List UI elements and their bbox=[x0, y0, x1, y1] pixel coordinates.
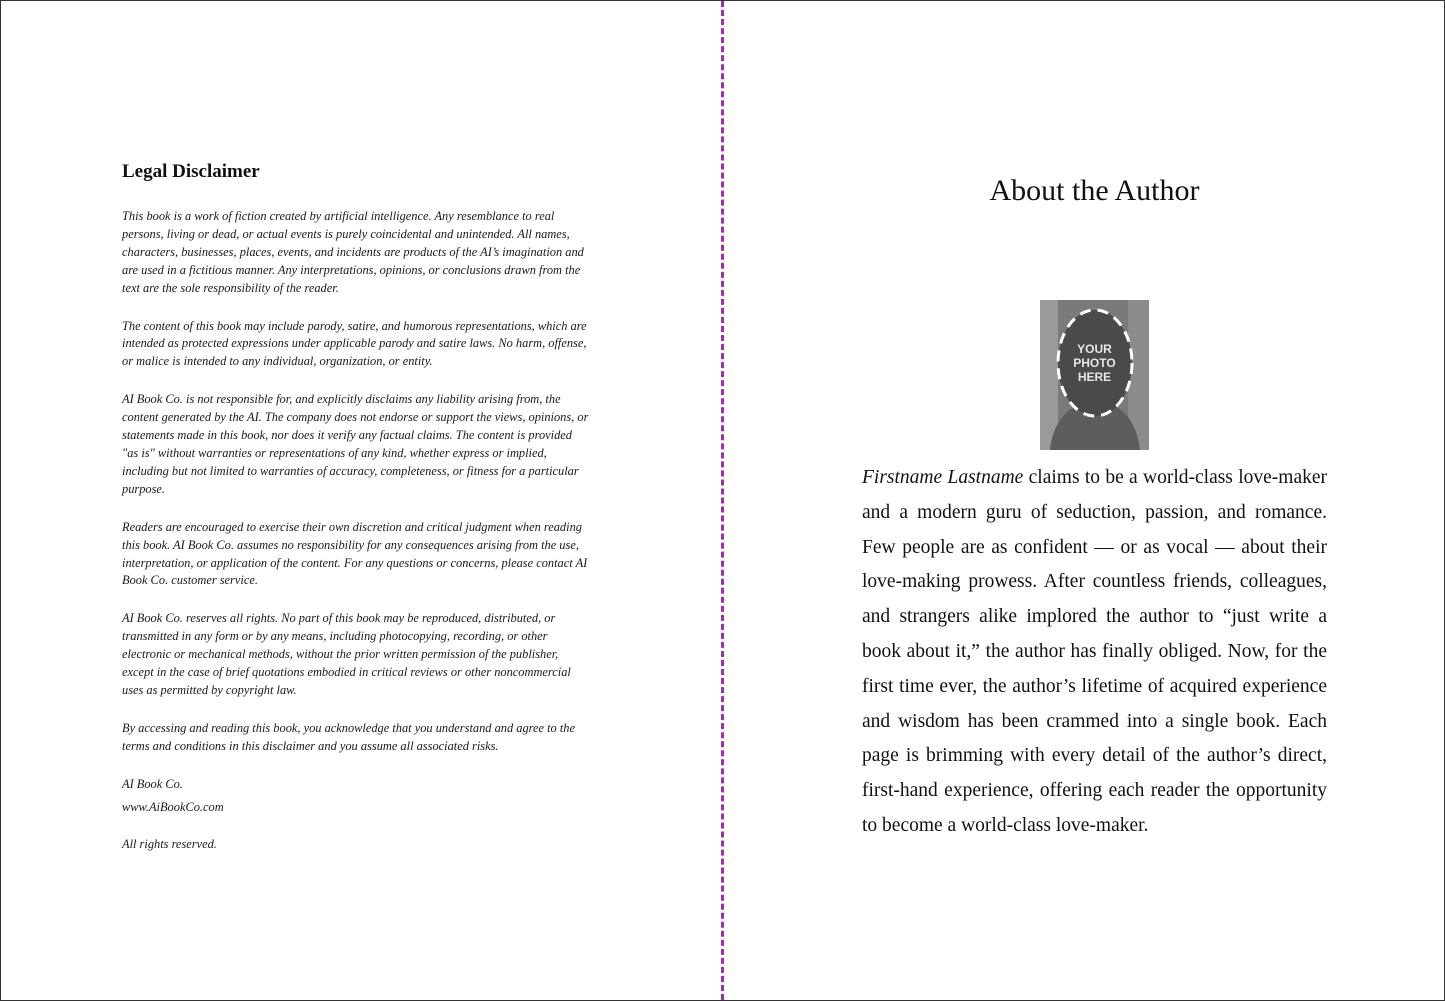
disclaimer-paragraph: AI Book Co. reserves all rights. No part of this book may be reproduced, distributed, or transmitted in any form or by any means, including photocopying, recording, or other electronic or mechanical methods, without the prior written permission of the publisher, except in the case of brief quotations embodied in critical reviews or other noncommercial uses as permitted by copyright law. bbox=[122, 611, 571, 697]
author-bio bbox=[862, 461, 1327, 844]
about-author-title: About the Author bbox=[989, 174, 1200, 207]
author-name: Firstname Lastname bbox=[862, 467, 1024, 488]
disclaimer-paragraph: Readers are encouraged to exercise their own discretion and critical judgment when reading this book. AI Book Co. assumes no responsibility for any consequences arising from the use, interpretation, or application of the content. For any questions or concerns, please contact AI Book Co. customer service. bbox=[122, 519, 588, 588]
publisher-website: www.AiBookCo.com bbox=[122, 799, 224, 814]
disclaimer-paragraph: AI Book Co. is not responsible for, and explicitly disclaims any liability arising from, the content generated by the AI. The company does not endorse or support the views, opinions, or statements made in this book, nor does it verify any factual claims. The content is provided "as is" without warranties or representations of any kind, whether express or implied, including but not limited to warranties of accuracy, completeness, or fitness for a particular purpose. bbox=[122, 392, 589, 496]
page-fold-line bbox=[721, 1, 724, 1000]
disclaimer-paragraph: This book is a work of fiction created by artificial intelligence. Any resemblance to real persons, living or dead, or actual events is purely coincidental and unintended. All names, characters, businesses, places, events, and incidents are products of the AI’s imagination and are used in a fictitious manner. Any interpretations, opinions, or conclusions drawn from the text are the sole responsibility of the reader. bbox=[122, 209, 584, 295]
publisher-name: AI Book Co. bbox=[122, 776, 183, 791]
disclaimer-paragraph: The content of this book may include parody, satire, and humorous representations, which are intended as protected expressions under applicable parody and satire laws. No harm, offense, or malice is intended to any individual, organization, or entity. bbox=[122, 318, 587, 369]
rights-notice: All rights reserved. bbox=[122, 837, 217, 852]
legal-disclaimer-page bbox=[122, 159, 590, 859]
legal-disclaimer-title: Legal Disclaimer bbox=[122, 161, 260, 182]
disclaimer-paragraph: By accessing and reading this book, you acknowledge that you understand and agree to the terms and conditions in this disclaimer and you assume all associated risks. bbox=[122, 720, 575, 753]
author-bio-text: claims to be a world-class love-maker and a modern guru of seduction, passion, and romance. Few people are as confident — or as vocal — about their love-making prowess. After countless friends, colleagues, and strangers alike implored the author to “just write a book about it,” the author has finally obliged. Now, for the first time ever, the author’s lifetime of acquired experience and wisdom has been crammed into a single book. Each page is brimming with every detail of the author’s direct, first-hand experience, offering each reader the opportunity to become a world-class love-maker. bbox=[862, 467, 1327, 836]
author-photo-placeholder bbox=[1040, 300, 1149, 450]
photo-placeholder-label: YOUR PHOTO HERE bbox=[1073, 342, 1116, 384]
